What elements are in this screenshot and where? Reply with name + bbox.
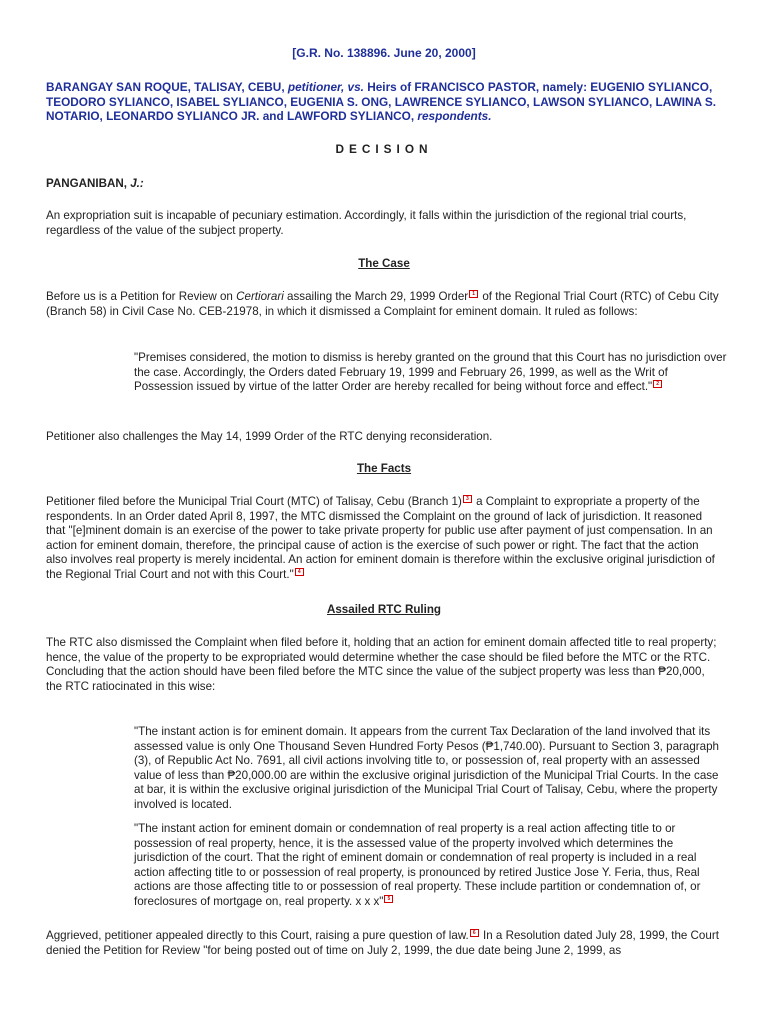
case-parties [46,80,722,124]
petitioner-name: BARANGAY SAN ROQUE, TALISAY, CEBU, [46,80,285,94]
ruling-quote-1: "The instant action is for eminent domain. It appears from the current Tax Declaration of the land involved that its assessed value is only One Thousand Seven Hundred Forty Pesos (₱1,740.00). Pursuant to Section 3, paragraph (3), of Republic Act No. 7691, all civil actions involving title to, or possession of, real property with an assessed value of less than ₱20,000.00 are within the exclusive original jurisdiction of the Municipal Trial Courts. In the case at bar, it is within the exclusive original jurisdiction of the Municipal Trial Court of Talisay, Cebu, where the property involved is located. [134,725,719,811]
respondent-names: Heirs of FRANCISCO PASTOR, namely: EUGENIO SYLIANCO, TEODORO SYLIANCO, ISABEL SYLIANCO, EUGENIA S. ONG, LAWRENCE SYLIANCO, LAWSON SYLIANCO, LAWINA S. NOTARIO, LEONARDO SYLIANCO JR. and LAWFORD SYLIANCO, [46,80,717,124]
case-paragraph-1: Before us is a Petition for Review on Certiorari assailing the March 29, 1999 Order 1 of the Regional Trial Court (RTC) of Cebu City (Branch 58) in Civil Case No. CEB-21978, in which it dismissed a Complaint for eminent domain. It ruled as follows: [46,290,719,318]
section-heading-the-facts: The Facts [356,462,412,475]
case-number: [G.R. No. 138896. June 20, 2000] [292,46,476,60]
footnote-link[interactable]: 6 [470,929,479,937]
section-heading-the-case: The Case [358,257,410,270]
respondent-label: respondents. [417,109,492,124]
petitioner-label: petitioner, vs. [287,80,364,94]
ponente-name: PANGANIBAN, [46,177,127,190]
decision-title: DECISION [335,142,433,156]
footnote-link[interactable]: 2 [653,380,662,388]
case-quote: "Premises considered, the motion to dismiss is hereby granted on the ground that this Court has no jurisdiction over the case. Accordingly, the Orders dated February 19, 1999 and February 26, 1999, as well as the Writ of Possession issued by virtue of the latter Order are hereby recalled for being without force and effect." 2 [134,351,727,394]
footnote-link[interactable]: 3 [463,495,472,503]
footnote-link[interactable]: 4 [295,568,304,576]
facts-paragraph: Petitioner filed before the Municipal Trial Court (MTC) of Talisay, Cebu (Branch 1) 3 a Complaint to expropriate a property of the respondents. In an Order dated April 8, 1997, the MTC dismissed the Complaint on the ground of lack of jurisdiction. It reasoned that "[e]minent domain is an exercise of the power to take private property for public use after payment of just compensation. In an action for eminent domain, therefore, the principal cause of action is the exercise of such power or right. The fact that the action also involves real property is merely incidental. An action for eminent domain is therefore within the exclusive original jurisdiction of the Regional Trial Court and not with this Court." 4 [46,495,715,581]
intro-paragraph: An expropriation suit is incapable of pecuniary estimation. Accordingly, it falls within the jurisdiction of the regional trial courts, regardless of the value of the subject property. [46,209,687,237]
footnote-link[interactable]: 5 [384,895,393,903]
ruling-paragraph-2: Aggrieved, petitioner appealed directly to this Court, raising a pure question of law. 6 In a Resolution dated July 28, 1999, the Court denied the Petition for Review "for being posted out of time on July 2, 1999, the due date being June 2, 1999, as [46,929,719,957]
ruling-paragraph-1: The RTC also dismissed the Complaint when filed before it, holding that an action for eminent domain affected title to real property; hence, the value of the property to be expropriated would determine whether the case should be filed before the MTC or the RTC. Concluding that the action should have been filed before the MTC since the value of the subject property was less than ₱20,000, the RTC ratiocinated in this wise: [46,636,717,693]
ponente-title: J.: [130,177,144,190]
case-paragraph-2: Petitioner also challenges the May 14, 1999 Order of the RTC denying reconsideration. [46,430,493,443]
section-heading-assailed-rtc-ruling: Assailed RTC Ruling [326,603,442,616]
ponente [46,177,144,192]
ruling-quote-2: "The instant action for eminent domain or condemnation of real property is a real action affecting title to or possession of real property, hence, it is the assessed value of the property involved which determines the jurisdiction of the court. That the right of eminent domain or condemnation of real property is included in a real action affecting title to or possession of real property, is pronounced by retired Justice Jose Y. Feria, thus, Real actions are those affecting title to or possession of real property. These include partition or condemnation of, or foreclosures of mortgage on, real property. x x x" 5 [134,822,701,908]
footnote-link[interactable]: 1 [469,290,478,298]
